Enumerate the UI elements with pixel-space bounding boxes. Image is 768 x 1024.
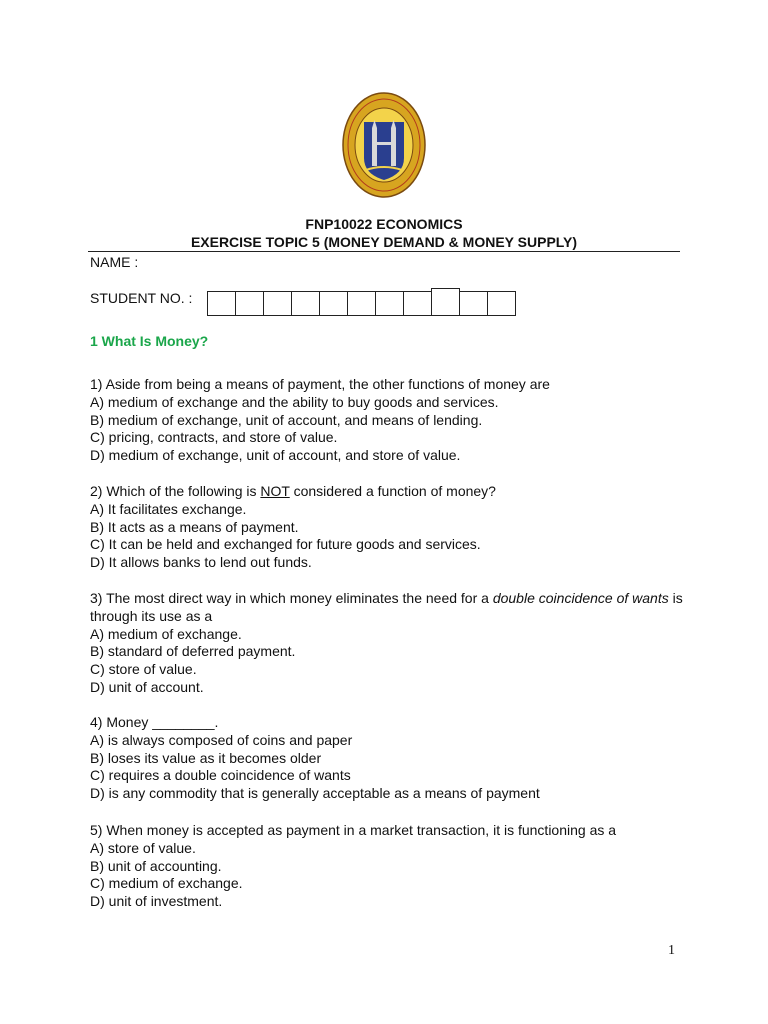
option-d: D) It allows banks to lend out funds. bbox=[90, 554, 312, 571]
question-stem bbox=[90, 590, 690, 626]
student-no-box[interactable] bbox=[375, 291, 404, 316]
question-stem: 1) Aside from being a means of payment, the other functions of money are bbox=[90, 376, 550, 392]
question-stem: 4) Money ________. bbox=[90, 714, 219, 730]
question-stem: 5) When money is accepted as payment in a market transaction, it is functioning as a bbox=[90, 822, 617, 838]
option-a: A) It facilitates exchange. bbox=[90, 500, 247, 517]
question-2 bbox=[90, 483, 690, 572]
student-no-box[interactable] bbox=[431, 288, 460, 316]
option-a: A) store of value. bbox=[90, 839, 196, 856]
student-no-box[interactable] bbox=[487, 291, 516, 316]
option-c: C) requires a double coincidence of wants bbox=[90, 767, 351, 784]
question-stem bbox=[90, 483, 690, 501]
option-c: C) medium of exchange. bbox=[90, 875, 243, 892]
course-title: FNP10022 ECONOMICS bbox=[305, 216, 463, 232]
stem-text: is through its use as a bbox=[90, 590, 683, 624]
section-heading: 1 What Is Money? bbox=[90, 333, 209, 349]
stem-text: 3) The most direct way in which money eliminates the need for a bbox=[90, 590, 493, 606]
student-no-box[interactable] bbox=[263, 291, 292, 316]
option-c: C) store of value. bbox=[90, 661, 197, 678]
option-d: D) medium of exchange, unit of account, and store of value. bbox=[90, 447, 461, 464]
student-no-box[interactable] bbox=[459, 291, 488, 316]
option-b: B) unit of accounting. bbox=[90, 857, 222, 874]
exercise-title: EXERCISE TOPIC 5 (MONEY DEMAND & MONEY SUPPLY) bbox=[190, 234, 578, 250]
student-no-box[interactable] bbox=[291, 291, 320, 316]
stem-emphasis: NOT bbox=[260, 483, 290, 499]
question-1 bbox=[90, 376, 690, 465]
option-b: B) It acts as a means of payment. bbox=[90, 518, 299, 535]
option-a: A) medium of exchange. bbox=[90, 625, 242, 642]
student-no-label: STUDENT NO. : bbox=[90, 290, 193, 306]
question-3 bbox=[90, 590, 690, 697]
student-no-boxes[interactable] bbox=[208, 291, 516, 316]
stem-text: considered a function of money? bbox=[289, 483, 496, 499]
stem-emphasis: double coincidence of wants bbox=[492, 590, 669, 606]
option-b: B) loses its value as it becomes older bbox=[90, 749, 322, 766]
stem-text: 2) Which of the following is bbox=[90, 483, 261, 499]
option-b: B) medium of exchange, unit of account, and means of lending. bbox=[90, 411, 483, 428]
option-c: C) pricing, contracts, and store of value. bbox=[90, 429, 338, 446]
name-label: NAME : bbox=[90, 254, 139, 270]
university-seal-logo bbox=[342, 92, 426, 198]
option-c: C) It can be held and exchanged for future goods and services. bbox=[90, 536, 481, 553]
student-no-box[interactable] bbox=[319, 291, 348, 316]
option-d: D) unit of investment. bbox=[90, 893, 223, 910]
option-d: D) is any commodity that is generally acceptable as a means of payment bbox=[90, 785, 540, 802]
option-d: D) unit of account. bbox=[90, 678, 204, 695]
option-b: B) standard of deferred payment. bbox=[90, 643, 296, 660]
option-a: A) is always composed of coins and paper bbox=[90, 731, 353, 748]
student-no-box[interactable] bbox=[207, 291, 236, 316]
page-number: 1 bbox=[668, 943, 675, 958]
student-no-box[interactable] bbox=[403, 291, 432, 316]
option-a: A) medium of exchange and the ability to buy goods and services. bbox=[90, 393, 499, 410]
question-5 bbox=[90, 822, 690, 911]
student-no-box[interactable] bbox=[235, 291, 264, 316]
student-no-box[interactable] bbox=[347, 291, 376, 316]
header-divider bbox=[88, 251, 680, 252]
question-4 bbox=[90, 714, 690, 803]
